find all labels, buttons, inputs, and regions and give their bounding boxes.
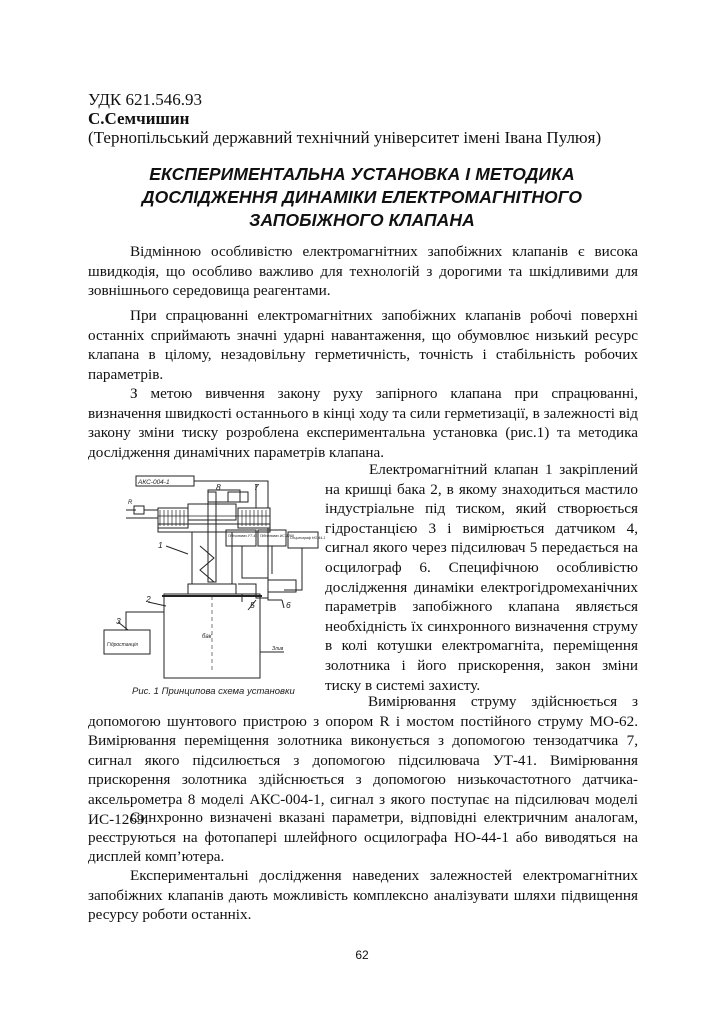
affiliation: (Тернопільський державний технічний університет імені Івана Пулюя) (88, 128, 602, 147)
svg-text:Підсилювач ИС-1269: Підсилювач ИС-1269 (260, 534, 294, 538)
valve-schematic (96, 462, 326, 698)
udc-code: УДК 621.546.93 (88, 90, 203, 109)
paragraph-7: Експериментальні дослідження наведених залежностей електромагнітних запобіжних клапанів дають можливість комплексно аналізувати шляхи підвищення ресурсу роботи останніх. (88, 867, 638, 924)
svg-text:6: 6 (286, 600, 291, 610)
paragraph-3: З метою вивчення закону руху запірного клапана при спрацюванні, визначення швидкості останнього в кінці ходу та сили герметизації, в залежності від закону зміни тиску розроблена експериментальна установка (рис.1) та методика дослідження динамічних параметрів клапана. (88, 385, 638, 461)
svg-text:7: 7 (254, 482, 259, 492)
paragraph-5: Вимірювання струму здійснюється з допомогою шунтового пристрою з опором R і мостом постійного струму МО-62. Вимірювання переміщення золотника виконується з допомогою тензодатчика 7, сигнал якого підсилюється з допомогою підсилювача УТ-41. Вимірювання прискорення золотника здійснюється з допомогою низькочастотного датчика-аксельрометра 8 моделі АКС-004-1, сигнал з якого поступає на підсилювач моделі ИС-1269. (88, 693, 638, 828)
paragraph-6: Синхронно визначені вказані параметри, відповідні електричним аналогам, реєструються на фотопапері шлейфного осцилографа НО-44-1 або виводяться на дисплей комп’ютера. (88, 809, 638, 866)
author-name: С.Семчишин (88, 109, 190, 128)
svg-text:Гідростанція: Гідростанція (107, 642, 138, 648)
svg-text:Підсилювач УТ-41: Підсилювач УТ-41 (228, 534, 258, 538)
svg-text:3: 3 (116, 616, 121, 626)
sensor-model-label: АКС-004-1 (138, 479, 170, 486)
figure-caption: Рис. 1 Принципова схема установки (132, 686, 295, 697)
svg-text:R: R (128, 500, 133, 506)
svg-text:Осцилограф НО-44-1: Осцилограф НО-44-1 (290, 536, 326, 540)
svg-text:2: 2 (146, 594, 151, 604)
svg-text:1: 1 (158, 540, 163, 550)
svg-text:Злив: Злив (272, 646, 284, 652)
paper-title: ЕКСПЕРИМЕНТАЛЬНА УСТАНОВКА І МЕТОДИКА ДОСЛІДЖЕННЯ ДИНАМІКИ ЕЛЕКТРОМАГНІТНОГО ЗАПОБІЖНОГО КЛАПАНА (141, 164, 583, 230)
svg-text:8: 8 (216, 482, 221, 492)
svg-text:5: 5 (250, 600, 255, 610)
paragraph-1: Відмінною особливістю електромагнітних запобіжних клапанів є висока швидкодія, що особливо важливо для технологій з дорогими та шкідливими для зовнішнього середовища реагентами. (88, 243, 638, 300)
figure-1 (96, 462, 326, 698)
paragraph-4: Електромагнітний клапан 1 закріплений на кришці бака 2, в якому знаходиться мастило індустріальне під тиском, який створюється гідростанцією 3 і вимірюється датчиком 4, сигнал якого через підсилювач 5 передається на осцилограф 6. Специфічною особливістю дослідження динаміки електрогідромеханічних параметрів запобіжного клапана являється необхідність їх синхронного визначення струму в колі котушки електромагніта, переміщення золотника і його прискорення, закон зміни тиску в системі захисту. (325, 461, 638, 694)
paragraph-2: При спрацюванні електромагнітних запобіжних клапанів робочі поверхні останніх сприймають значні ударні навантаження, що обумовлює низький ресурс клапана в цілому, незадовільну герметичність, точність і стабільність робочих параметрів. (88, 307, 638, 383)
svg-text:бак: бак (202, 634, 212, 640)
page-number: 62 (355, 948, 369, 962)
